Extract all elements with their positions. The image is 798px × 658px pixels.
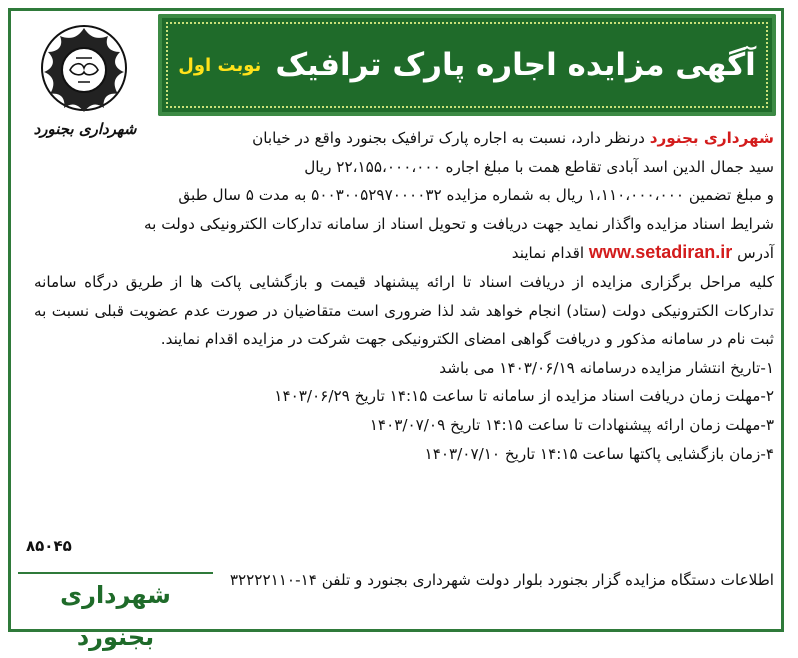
org-name: شهرداری بجنورد [649,129,774,147]
ad-body [34,124,774,468]
list-item: ۱-تاریخ انتشار مزایده درسامانه ۱۴۰۳/۰۶/۱۹ می باشد [439,358,774,377]
reference-number: ۸۵۰۴۵ [26,537,72,555]
contact-info: اطلاعات دستگاه مزایده گزار بجنورد بلوار دولت شهرداری بجنورد و تلفن ۱۴-۳۲۲۲۲۱۱۰ [229,571,774,589]
turn-label: نوبت اول [178,54,262,76]
setadiran-link[interactable]: www.setadiran.ir [588,242,733,263]
logo-caption: شهرداری بجنورد [33,120,137,138]
list-item: ۴-زمان بازگشایی پاکتها ساعت ۱۴:۱۵ تاریخ ۱۴۰۳/۰۷/۱۰ [424,444,774,463]
list-item: ۲-مهلت زمان دریافت اسناد مزایده از سامانه تا ساعت ۱۴:۱۵ تاریخ ۱۴۰۳/۰۶/۲۹ [274,387,774,406]
p1-line-a: درنظر دارد، نسبت به اجاره پارک ترافیک بجنورد واقع در خیابان [252,129,645,147]
p1-line-e-prefix: آدرس [737,244,774,263]
list-item: ۳-مهلت زمان ارائه پیشنهادات تا ساعت ۱۴:۱۵ تاریخ ۱۴۰۳/۰۷/۰۹ [369,415,774,434]
paragraph-2: کلیه مراحل برگزاری مزایده از دریافت اسناد تا ارائه پیشنهاد قیمت و بازگشایی پاکت ها از طریق درگاه سامانه تدارکات الکترونیکی دولت (ستاد) انجام خواهد شد لذا ضروری است متقاضیان در صورت عدم عضویت قبلی نسبت به ثبت نام در سامانه مذکور و دریافت گواهی امضای الکترونیکی جهت شرکت در مزایده اقدام نمایند. [34,272,774,349]
dates-list [34,354,774,468]
p1-line-e-suffix: اقدام نمایند [511,244,585,263]
p1-line-b: سید جمال الدین اسد آبادی تقاطع همت با مبلغ اجاره ۲۲،۱۵۵،۰۰۰،۰۰۰ ریال [304,157,774,176]
p1-line-c: و مبلغ تضمین ۱،۱۱۰،۰۰۰،۰۰۰ ریال به شماره مزایده ۵۰۰۳۰۰۵۲۹۷۰۰۰۰۳۲ به مدت ۵ سال طبق [178,186,774,205]
header-banner [158,14,776,116]
paragraph-1 [34,124,774,268]
ad-title: آگهی مزایده اجاره پارک ترافیک [275,47,756,83]
signature: شهرداری بجنورد [18,572,213,616]
p1-line-d: شرایط اسناد مزایده واگذار نماید جهت دریافت و تحویل اسناد از سامانه تدارکات الکترونیکی دولت به [144,214,774,233]
